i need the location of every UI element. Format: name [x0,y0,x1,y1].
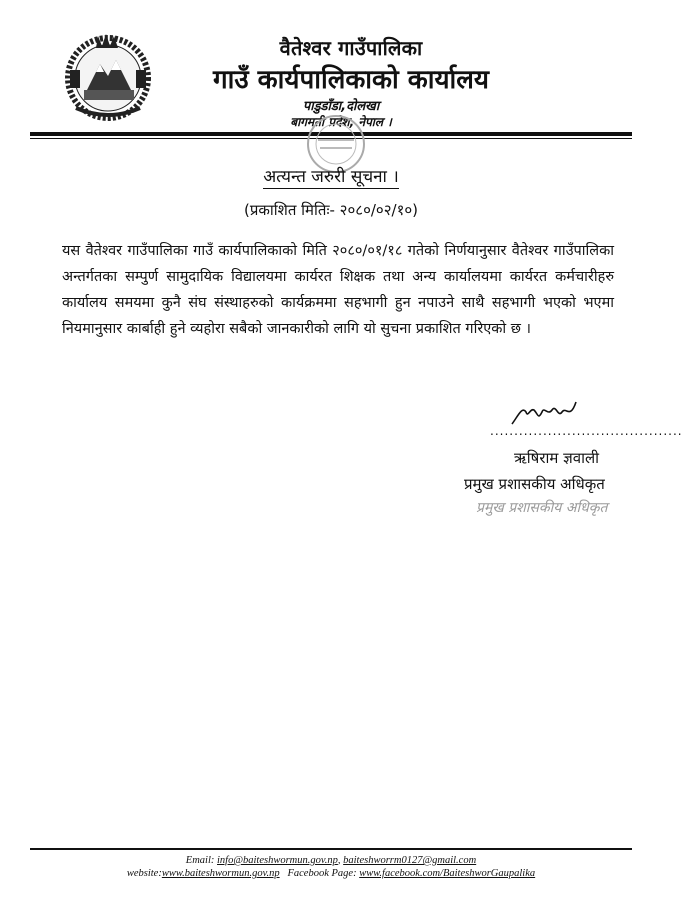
signer-stamp: प्रमुख प्रशासकीय अधिकृत [476,500,608,516]
signer-name: ऋषिराम ज्ञवाली [514,449,600,467]
email-label: Email: [185,855,215,866]
footer-divider [30,848,632,850]
published-date: (प्रकाशित मितिः- २०८०/०२/१०) [243,201,419,219]
email-link-secondary[interactable]: baiteshworrm0127@gmail.com [343,855,477,866]
notice-title-text: अत्यन्त जरुरी सूचना । [263,167,399,187]
address-line-2: बागमती प्रदेश, नेपाल । [290,115,392,129]
office-title: गाउँ कार्यपालिकाको कार्यालय [213,65,489,95]
email-link-primary[interactable]: info@baiteshwormun.gov.np [217,855,338,866]
website-link[interactable]: www.baiteshwormun.gov.np [161,868,280,879]
notice-body: यस वैतेश्वर गाउँपालिका गाउँ कार्यपालिकाको मिति २०८०/०१/१८ गतेको निर्णयानुसार वैतेश्वर गाउँपालिका अन्तर्गतका सम्पुर्ण सामुदायिक विद्यालयमा कार्यरत शिक्षक तथा अन्य कार्यालयमा कार्यरत कर्मचारीहरु कार्यालय समयमा कुनै संघ संस्थाहरुको कार्यक्रममा सहभागी हुन नपाउने साथै सहभागी भएको भएमा नियमानुसार कार्बाही हुने व्यहोरा सबैको जानकारीको लागि यो सुचना प्रकाशित गरिएको छ । [62,243,614,337]
address-line-1: पाडुडाँडा,दोलखा [302,99,380,114]
municipality-name: वैतेश्वर गाउँपालिका [279,36,423,60]
website-label: website: [126,868,162,879]
footer-web-line [0,868,662,879]
notice-title [0,164,662,187]
email-separator: , [337,855,341,866]
facebook-link[interactable]: www.facebook.com/BaiteshworGaupalika [359,868,536,879]
signer-title: प्रमुख प्रशासकीय अधिकृत [464,475,605,493]
footer-email-line [0,855,662,866]
signature-line: ........................................ [490,424,683,438]
facebook-label: Facebook Page: [287,868,357,879]
